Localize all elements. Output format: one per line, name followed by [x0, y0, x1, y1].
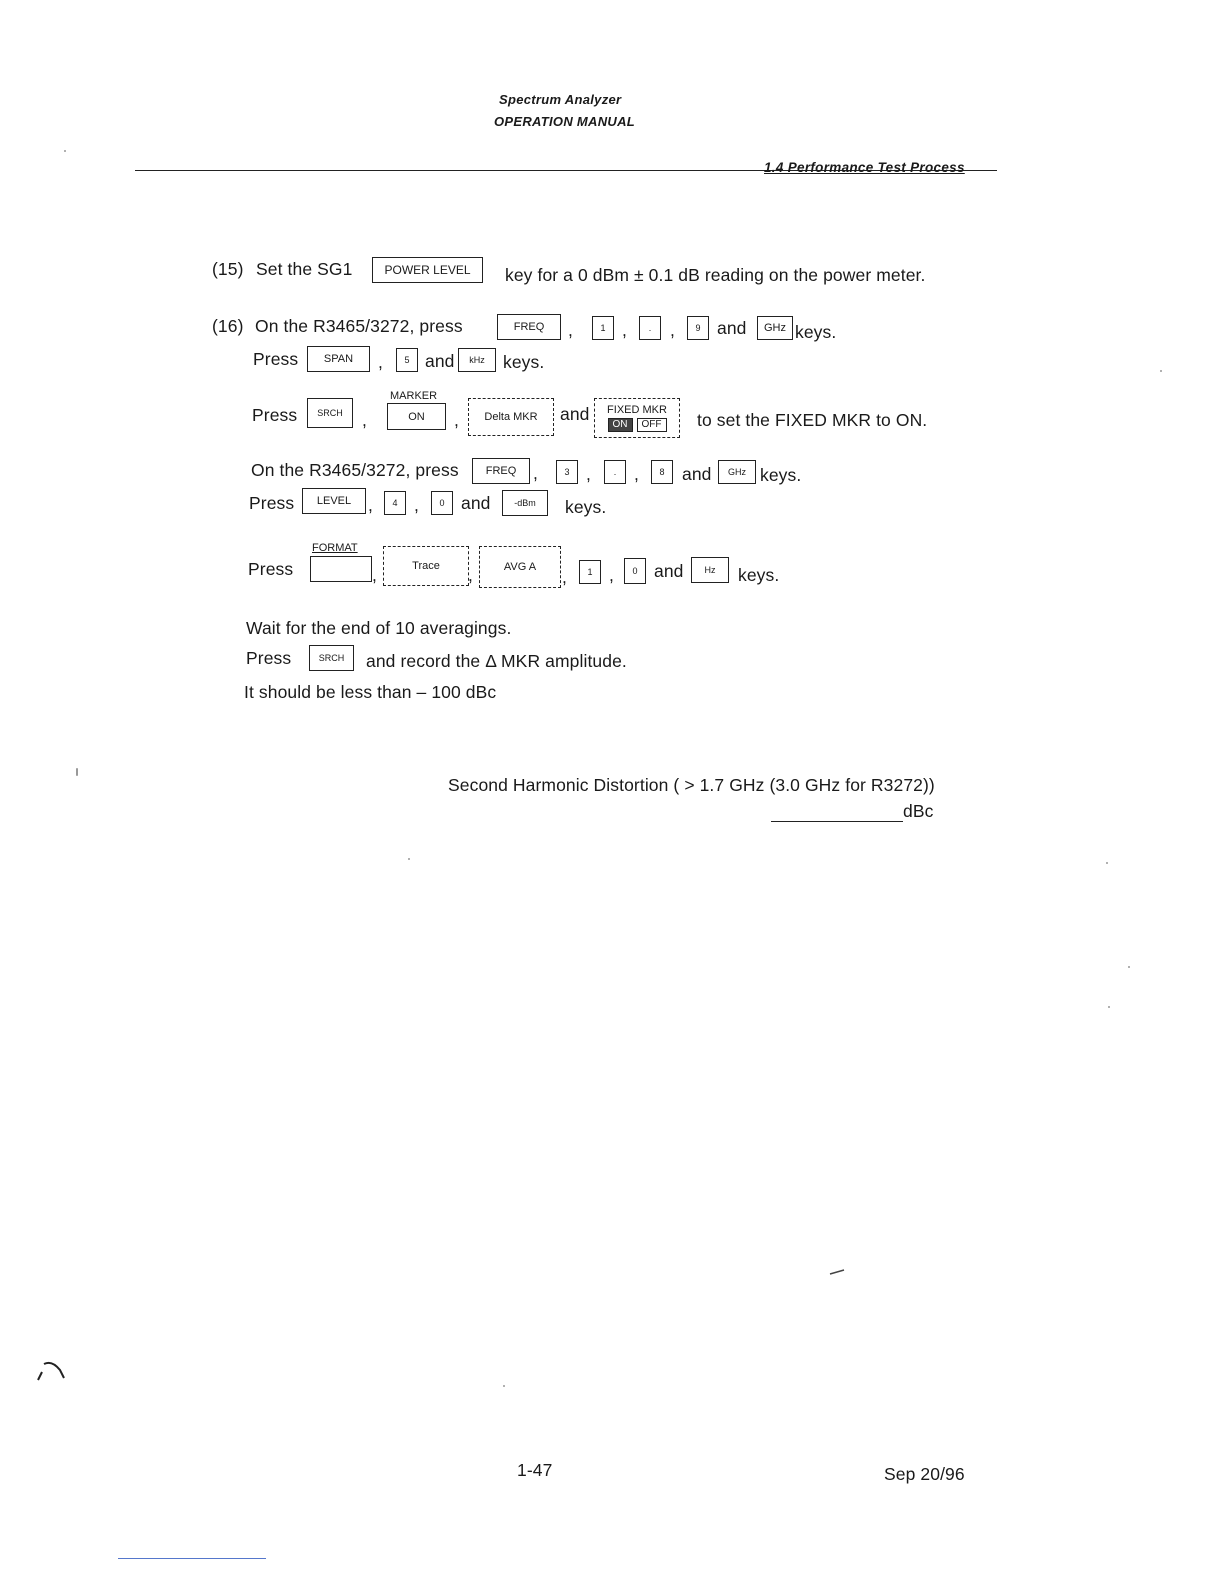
- scan-speck: [76, 768, 78, 776]
- and-text: and: [425, 351, 455, 371]
- key-dot: .: [604, 460, 626, 484]
- key-0: 0: [624, 558, 646, 584]
- comma: ,: [468, 565, 473, 585]
- key-8: 8: [651, 460, 673, 484]
- press-text: Press: [252, 405, 298, 425]
- bottom-link-line: [118, 1558, 266, 1559]
- doc-title: Spectrum Analyzer: [499, 92, 622, 107]
- scan-speck: [1108, 1006, 1110, 1008]
- trace-softkey: Trace: [383, 546, 469, 586]
- result-unit: dBc: [903, 801, 934, 821]
- marker-on-key: ON: [387, 403, 446, 430]
- press-text: Press: [253, 349, 299, 369]
- scan-speck: [64, 150, 66, 152]
- fixed-mkr-off: OFF: [637, 418, 667, 432]
- srch-key: SRCH: [309, 645, 354, 671]
- comma: ,: [533, 463, 538, 483]
- page-number: 1-47: [517, 1460, 553, 1480]
- step-15-number: (15): [212, 259, 244, 279]
- step-16-number: (16): [212, 316, 244, 336]
- fixed-mkr-on: ON: [608, 418, 633, 432]
- press-text: Press: [248, 559, 294, 579]
- result-blank: [771, 821, 903, 822]
- wait-text: Wait for the end of 10 averagings.: [246, 618, 512, 638]
- comma: ,: [609, 565, 614, 585]
- key-dot: .: [639, 316, 661, 340]
- and-text: and: [717, 318, 747, 338]
- result-label: Second Harmonic Distortion ( > 1.7 GHz (3.0 GHz for R3272)): [448, 775, 935, 795]
- footer-date: Sep 20/96: [884, 1464, 965, 1484]
- key-1: 1: [579, 560, 601, 584]
- comma: ,: [368, 495, 373, 515]
- scan-mark: [828, 1268, 848, 1276]
- comma: ,: [562, 567, 567, 587]
- power-level-key: POWER LEVEL: [372, 257, 483, 283]
- step-15-instruction: key for a 0 dBm ± 0.1 dB reading on the power meter.: [505, 265, 926, 285]
- key-3: 3: [556, 460, 578, 484]
- span-key: SPAN: [307, 346, 370, 372]
- delta-mkr-softkey: Delta MKR: [468, 398, 554, 436]
- srch-key: SRCH: [307, 398, 353, 428]
- comma: ,: [586, 464, 591, 484]
- scan-mark: [34, 1358, 74, 1388]
- press-text: Press: [249, 493, 295, 513]
- khz-key: kHz: [458, 348, 496, 372]
- comma: ,: [378, 352, 383, 372]
- and-text: and: [560, 404, 590, 424]
- avg-a-softkey: AVG A: [479, 546, 561, 588]
- dbm-key: -dBm: [502, 490, 548, 516]
- format-label: FORMAT: [312, 542, 358, 554]
- marker-label: MARKER: [390, 390, 438, 402]
- format-key: [310, 556, 372, 582]
- keys-text: keys.: [738, 565, 780, 585]
- comma: ,: [568, 320, 573, 340]
- comma: ,: [622, 320, 627, 340]
- freq-key: FREQ: [497, 314, 561, 340]
- fixed-mkr-instruction: to set the FIXED MKR to ON.: [697, 410, 928, 430]
- scan-speck: [503, 1385, 505, 1387]
- ghz-key: GHz: [718, 460, 756, 484]
- comma: ,: [634, 464, 639, 484]
- and-text: and: [682, 464, 712, 484]
- key-0: 0: [431, 491, 453, 515]
- fixed-mkr-softkey: [594, 398, 680, 438]
- and-text: and: [654, 561, 684, 581]
- scan-speck: [1128, 966, 1130, 968]
- comma: ,: [454, 410, 459, 430]
- hz-key: Hz: [691, 557, 729, 583]
- scan-speck: [1160, 370, 1162, 372]
- key-4: 4: [384, 491, 406, 515]
- key-5: 5: [396, 348, 418, 372]
- comma: ,: [670, 320, 675, 340]
- keys-text: keys.: [760, 465, 802, 485]
- comma: ,: [362, 410, 367, 430]
- record-delta-text: and record the Δ MKR amplitude.: [366, 651, 627, 671]
- line4-text: On the R3465/3272, press: [251, 460, 459, 480]
- comma: ,: [372, 565, 377, 585]
- comma: ,: [414, 495, 419, 515]
- keys-text: keys.: [565, 497, 607, 517]
- scan-speck: [1106, 862, 1108, 864]
- step-15-text: Set the SG1: [256, 259, 353, 279]
- and-text: and: [461, 493, 491, 513]
- level-key: LEVEL: [302, 488, 366, 514]
- fixed-mkr-label: FIXED MKR: [607, 404, 667, 416]
- keys-text: keys.: [503, 352, 545, 372]
- key-9: 9: [687, 316, 709, 340]
- scan-speck: [408, 858, 410, 860]
- doc-subtitle: OPERATION MANUAL: [494, 114, 636, 129]
- limit-text: It should be less than – 100 dBc: [244, 682, 497, 702]
- press-text: Press: [246, 648, 292, 668]
- step-16-line1-text: On the R3465/3272, press: [255, 316, 463, 336]
- freq-key: FREQ: [472, 458, 530, 484]
- keys-text: keys.: [795, 322, 837, 342]
- section-title: 1.4 Performance Test Process: [764, 160, 965, 175]
- ghz-key: GHz: [757, 316, 793, 340]
- key-1: 1: [592, 316, 614, 340]
